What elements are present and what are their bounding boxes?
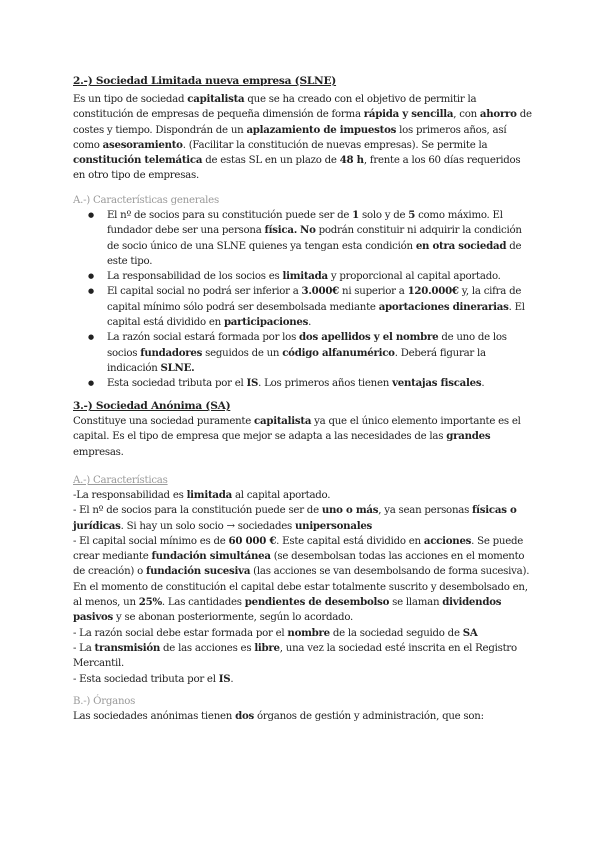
section-2-heading: 2.-) Sociedad Limitada nueva empresa (SLNE) [73, 75, 337, 87]
list-item: ● Esta sociedad tributa por el IS. Los primeros años tienen ventajas fiscales. [73, 376, 533, 391]
section-2-subheading: A.-) Características generales [73, 195, 219, 206]
section-3-heading: 3.-) Sociedad Anónima (SA) [73, 400, 231, 412]
section-3-intro: Constituye una sociedad puramente capitalista ya que el único elemento importante es el capital. Es el tipo de empresa que mejor se adapta a las necesidades de las grandes empresas. [73, 415, 521, 458]
section-2-bullet-list [73, 208, 533, 392]
section-3-organs-text: Las sociedades anónimas tienen dos órganos de gestión y administración, que son: [73, 710, 484, 722]
list-item: ● La responsabilidad de los socios es limitada y proporcional al capital aportado. [73, 269, 533, 284]
section-3-characteristics: -La responsabilidad es limitada al capital aportado. - El nº de socios para la constitución puede ser de uno o más, ya sean personas físicas o jurídicas. Si hay un solo socio → sociedades unipersonales - El capital social mínimo es de 60 000 €. Este capital está dividido en acciones. Se puede crear mediante fundación simultánea (se desembolsan todas las acciones en el momento de creación) o fundación sucesiva (las acciones se van desembolsando de forma sucesiva). En el momento de constitución el capital debe estar totalmente suscrito y desembolsado en, al menos, un 25%. Las cantidades pendientes de desembolso se llaman dividendos pasivos y se abonan posteriormente, según lo acordado. - La razón social debe estar formada por el nombre de la sociedad seguido de SA - La transmisión de las acciones es libre, una vez la sociedad esté inscrita en el Registro Mercantil. - Esta sociedad tributa por el IS. [73, 489, 530, 685]
section-2-intro: Es un tipo de sociedad capitalista que se ha creado con el objetivo de permitir la constitución de empresas de pequeña dimensión de forma rápida y sencilla, con ahorro de costes y tiempo. Dispondrán de un aplazamiento de impuestos los primeros años, así como asesoramiento. (Facilitar la constitución de nuevas empresas). Se permite la constitución telemática de estas SL en un plazo de 48 h, frente a los 60 días requeridos en otro tipo de empresas. [73, 93, 532, 182]
list-item: ● La razón social estará formada por los dos apellidos y el nombre de uno de los socios fundadores seguidos de un código alfanumérico. Deberá figurar la indicación SLNE. [73, 330, 533, 376]
section-3-subheading-a: A.-) Características [73, 475, 168, 486]
list-item: ● El nº de socios para su constitución puede ser de 1 solo y de 5 como máximo. El fundador debe ser una persona física. No podrán constituir ni adquirir la condición de socio único de una SLNE quienes ya tengan esta condición en otra sociedad de este tipo. [73, 208, 533, 269]
section-3-subheading-b: B.-) Órganos [73, 696, 136, 707]
list-item: ● El capital social no podrá ser inferior a 3.000€ ni superior a 120.000€ y, la cifra de capital mínimo sólo podrá ser desembolsada mediante aportaciones dinerarias. El capital está dividido en participaciones. [73, 284, 533, 330]
